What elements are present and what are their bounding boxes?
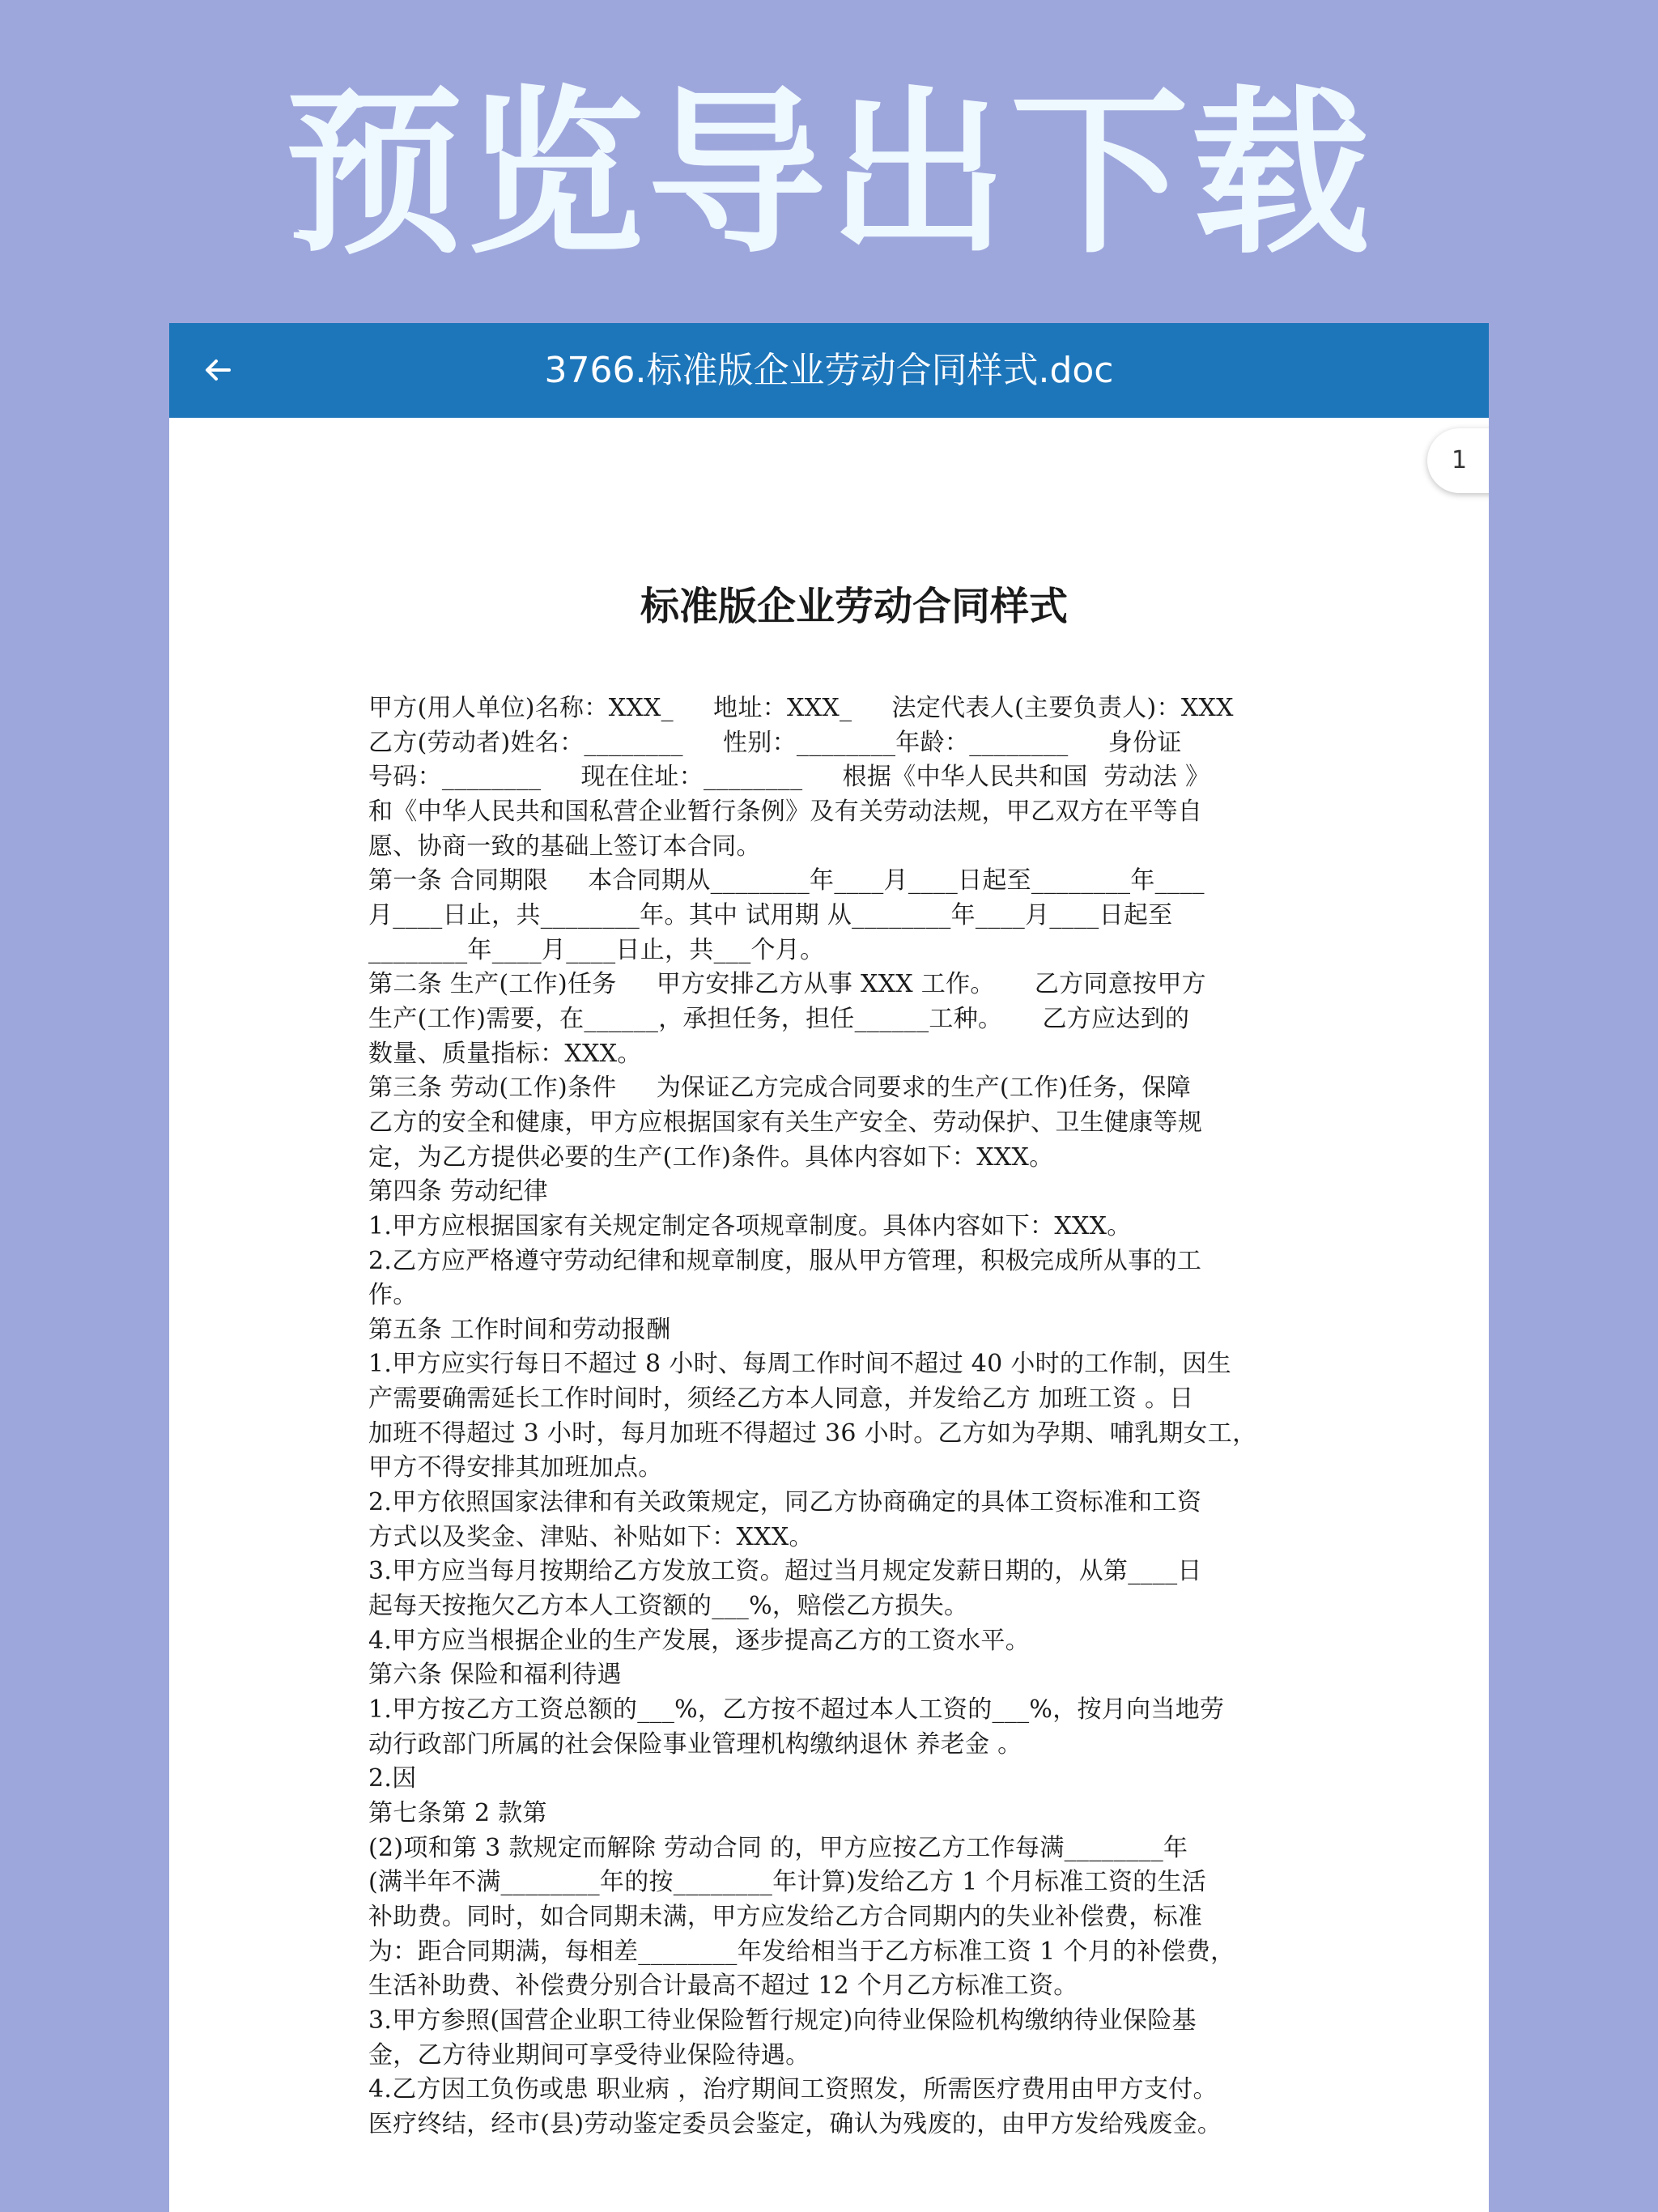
document-line: 甲方(用人单位)名称：XXX_ 地址：XXX_ 法定代表人(主要负责人)：XXX [368,694,1234,722]
document-line: 产需要确需延长工作时间时，须经乙方本人同意，并发给乙方 加班工资 。日 [368,1385,1194,1414]
document-line: 月____日止，共________年。其中 试用期 从________年____月____日起至 [368,900,1173,929]
document-line: 4.甲方应当根据企业的生产发展，逐步提高乙方的工资水平。 [368,1626,1031,1655]
back-button[interactable] [193,346,242,394]
document-line: 1.甲方应根据国家有关规定制定各项规章制度。具体内容如下：XXX。 [368,1211,1132,1240]
document-line: 补助费。同时，如合同期未满，甲方应发给乙方合同期内的失业补偿费，标准 [368,1902,1203,1931]
document-line: (满半年不满________年的按________年计算)发给乙方 1 个月标准工资的生活 [368,1868,1207,1897]
document-line: 和《中华人民共和国私营企业暂行条例》及有关劳动法规，甲乙双方在平等自 [368,797,1203,826]
document-line: 2.因 [368,1764,417,1793]
document-line: 加班不得超过 3 小时，每月加班不得超过 36 小时。乙方如为孕期、哺乳期女工， [368,1419,1257,1448]
document-page [368,566,1489,2142]
document-line: 为：距合同期满，每相差________年发给相当于乙方标准工资 1 个月的补偿费， [368,1937,1235,1966]
document-line: 第一条 合同期限 本合同期从________年____月____日起至________年____ [368,866,1205,895]
document-title: 标准版企业劳动合同样式 [640,584,1068,629]
banner-title: 预览导出下载 [284,70,1373,278]
document-line: ________年____月____日止，共___个月。 [368,935,825,964]
document-line: 生活补助费、补偿费分别合计最高不超过 12 个月乙方标准工资。 [368,1972,1078,2001]
document-line: 乙方的安全和健康，甲方应根据国家有关生产安全、劳动保护、卫生健康等规 [368,1108,1203,1137]
document-line: 愿、协商一致的基础上签订本合同。 [368,832,761,861]
document-line: 号码：________ 现在住址：________ 根据《中华人民共和国 劳动法 》 [368,763,1210,792]
document-viewer-window [169,323,1489,2212]
document-line: 3.甲方应当每月按期给乙方发放工资。超过当月规定发薪日期的，从第____日 [368,1557,1202,1586]
document-body [368,691,1489,2142]
document-file-name: 3766.标准版企业劳动合同样式.doc [544,350,1114,391]
document-line: 金，乙方待业期间可享受待业保险待遇。 [368,2040,810,2069]
document-line: 作。 [368,1281,418,1310]
document-line: 第四条 劳动纪律 [368,1177,548,1206]
app-bar [169,323,1489,418]
document-line: 数量、质量指标：XXX。 [368,1039,642,1068]
document-line: 第三条 劳动(工作)条件 为保证乙方完成合同要求的生产(工作)任务，保障 [368,1074,1192,1103]
document-line: 起每天按拖欠乙方本人工资额的___%，赔偿乙方损失。 [368,1592,969,1621]
document-line: 第二条 生产(工作)任务 甲方安排乙方从事 XXX 工作。 乙方同意按甲方 [368,970,1206,999]
document-line: 第六条 保险和福利待遇 [368,1661,622,1690]
page-number-indicator[interactable]: 1 [1427,428,1489,493]
document-line: 动行政部门所属的社会保险事业管理机构缴纳退休 养老金 。 [368,1729,1022,1759]
document-line: 医疗终结，经市(县)劳动鉴定委员会鉴定，确认为残废的，由甲方发给残废金。 [368,2109,1222,2138]
arrow-left-icon [202,354,234,386]
document-line: 第五条 工作时间和劳动报酬 [368,1315,671,1344]
document-line: 3.甲方参照(国营企业职工待业保险暂行规定)向待业保险机构缴纳待业保险基 [368,2006,1197,2035]
document-line: 定，为乙方提供必要的生产(工作)条件。具体内容如下：XXX。 [368,1142,1054,1172]
document-line: 乙方(劳动者)姓名：________ 性别：________年龄：________ 身份证 [368,728,1182,757]
document-line: 方式以及奖金、津贴、补贴如下：XXX。 [368,1522,814,1551]
document-line: 1.甲方按乙方工资总额的___%，乙方按不超过本人工资的___%，按月向当地劳 [368,1695,1225,1725]
document-line: 甲方不得安排其加班加点。 [368,1453,663,1482]
document-line: 1.甲方应实行每日不超过 8 小时、每周工作时间不超过 40 小时的工作制，因生 [368,1350,1232,1379]
document-line: 生产(工作)需要，在______，承担任务，担任______工种。 乙方应达到的 [368,1004,1190,1033]
document-line: 2.乙方应严格遵守劳动纪律和规章制度，服从甲方管理，积极完成所从事的工 [368,1246,1202,1275]
document-line: 4.乙方因工负伤或患 职业病 ，治疗期间工资照发，所需医疗费用由甲方支付。 [368,2075,1218,2104]
document-line: 2.甲方依照国家法律和有关政策规定，同乙方协商确定的具体工资标准和工资 [368,1488,1202,1517]
document-line: (2)项和第 3 款规定而解除 劳动合同 的，甲方应按乙方工作每满________年 [368,1833,1188,1862]
document-line: 第七条第 2 款第 [368,1799,547,1827]
